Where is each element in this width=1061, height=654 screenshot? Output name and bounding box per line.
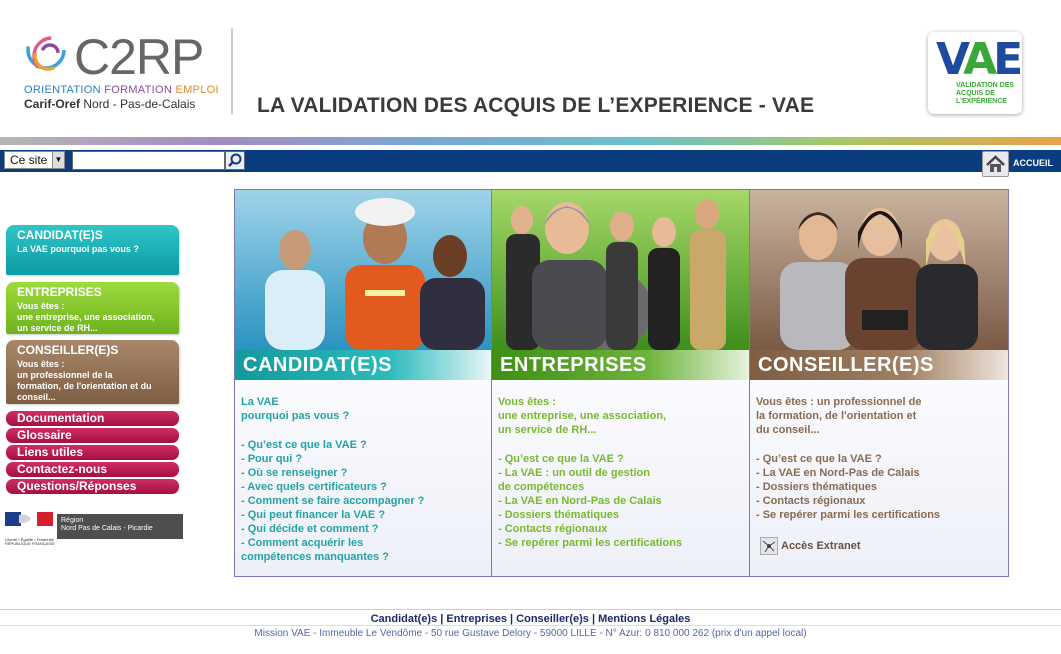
conseillers-link[interactable]: - Se repérer parmi les certifications xyxy=(756,509,941,521)
entreprises-links xyxy=(498,452,682,550)
entreprises-link[interactable]: - Dossiers thématiques xyxy=(498,509,620,521)
extranet-label: Accès Extranet xyxy=(781,539,861,552)
search-icon xyxy=(226,152,244,169)
candidats-photo-image xyxy=(235,190,491,350)
footer-separator: | xyxy=(506,613,517,625)
footer-link-mentions[interactable]: Mentions Légales xyxy=(598,613,691,625)
conseillers-links xyxy=(756,452,940,522)
candidats-link[interactable]: - Comment acquérir les xyxy=(241,537,364,549)
vae-logo-e: E xyxy=(993,34,1020,85)
conseillers-intro[interactable]: Vous êtes : un professionnel de la formation, de l'orientation et du conseil... xyxy=(756,396,922,436)
footer-divider-2 xyxy=(0,625,1061,626)
region-motto: Liberté • Égalité • Fraternité xyxy=(5,537,54,542)
entreprises-photo[interactable] xyxy=(492,190,749,350)
audience-panels xyxy=(234,189,1009,577)
candidats-link[interactable]: - Avec quels certificateurs ? xyxy=(241,481,387,493)
marianne-flag-icon xyxy=(3,511,55,533)
region-logo[interactable] xyxy=(3,511,183,546)
footer-divider xyxy=(0,609,1061,610)
vae-logo-v: V xyxy=(936,34,964,85)
footer-link-candidats[interactable]: Candidat(e)s xyxy=(370,613,438,625)
sidebar-link-documentation[interactable]: Documentation xyxy=(6,411,179,426)
logo-sub-bold: Carif-Oref xyxy=(24,97,81,111)
home-icon xyxy=(983,152,1008,176)
sidebar-candidats[interactable] xyxy=(6,225,179,275)
sidebar-link-glossaire[interactable]: Glossaire xyxy=(6,428,179,443)
header-divider xyxy=(231,28,233,114)
footer-link-conseillers[interactable]: Conseiller(e)s xyxy=(516,613,589,625)
candidats-banner[interactable]: CANDIDAT(E)S xyxy=(235,350,491,380)
entreprises-intro[interactable]: Vous êtes : une entreprise, une association, un service de RH... xyxy=(498,396,667,436)
region-republique: RÉPUBLIQUE FRANÇAISE xyxy=(5,541,55,546)
conseillers-photo[interactable] xyxy=(750,190,1008,350)
footer-link-entreprises[interactable]: Entreprises xyxy=(446,613,507,625)
candidats-link[interactable]: - Qu’est ce que la VAE ? xyxy=(241,439,367,451)
candidats-link[interactable]: - Qui décide et comment ? xyxy=(241,523,379,535)
vae-logo[interactable] xyxy=(928,32,1022,114)
vae-logo-letters xyxy=(936,34,1019,85)
c2rp-logo[interactable] xyxy=(22,26,219,116)
sidebar-entreprises[interactable] xyxy=(6,282,179,334)
footer-links xyxy=(0,613,1061,625)
candidats-link[interactable]: - Où se renseigner ? xyxy=(241,467,348,479)
entreprises-link[interactable]: - Se repérer parmi les certifications xyxy=(498,537,683,549)
entreprises-link[interactable]: de compétences xyxy=(498,481,585,493)
entreprises-link[interactable]: - La VAE en Nord-Pas de Calais xyxy=(498,495,662,507)
entreprises-link[interactable]: - La VAE : un outil de gestion xyxy=(498,467,650,479)
c2rp-rings-icon xyxy=(22,26,80,82)
candidats-link[interactable]: - Pour qui ? xyxy=(241,453,303,465)
search-scope-value: Ce site xyxy=(10,153,48,167)
sidebar-candidats-text: La VAE pourquoi pas vous ? xyxy=(17,244,139,254)
candidats-link[interactable]: compétences manquantes ? xyxy=(241,551,389,563)
vae-logo-subtitle: VALIDATION DES ACQUIS DE L'EXPÉRIENCE xyxy=(956,82,1015,105)
panel-candidats xyxy=(235,190,492,576)
search-scope-select[interactable] xyxy=(4,151,65,169)
search-input[interactable] xyxy=(72,151,225,170)
logo-wordmark: C2RP xyxy=(74,29,204,85)
candidats-link[interactable]: - Comment se faire accompagner ? xyxy=(241,495,425,507)
logo-tag-formation: FORMATION xyxy=(104,84,173,96)
logo-tag-orientation: ORIENTATION xyxy=(24,84,101,96)
entreprises-banner[interactable]: ENTREPRISES xyxy=(492,350,749,380)
network-icon xyxy=(760,537,778,555)
conseillers-banner[interactable]: CONSEILLER(E)S xyxy=(750,350,1008,380)
page-title: LA VALIDATION DES ACQUIS DE L’EXPERIENCE - VAE xyxy=(257,94,815,117)
logo-sub-rest: Nord - Pas-de-Calais xyxy=(80,97,196,111)
logo-subtitle xyxy=(24,97,195,111)
candidats-photo[interactable] xyxy=(235,190,491,350)
conseillers-photo-image xyxy=(750,190,1008,350)
chevron-down-icon: ▼ xyxy=(52,152,64,168)
conseillers-link[interactable]: - Contacts régionaux xyxy=(756,495,866,507)
extranet-link[interactable] xyxy=(760,537,861,555)
candidats-link[interactable]: - Qui peut financer la VAE ? xyxy=(241,509,386,521)
footer-separator: | xyxy=(588,613,599,625)
sidebar-conseillers-title: CONSEILLER(E)S xyxy=(17,343,119,357)
candidats-links xyxy=(241,438,424,564)
sidebar-conseillers[interactable] xyxy=(6,340,179,404)
vae-logo-a: A xyxy=(963,34,994,85)
candidats-intro[interactable]: La VAE pourquoi pas vous ? xyxy=(241,396,350,422)
republique-francaise-logo xyxy=(3,511,55,546)
sidebar-entreprises-title: ENTREPRISES xyxy=(17,285,102,299)
logo-tag-emploi: EMPLOI xyxy=(175,84,219,96)
panel-entreprises xyxy=(492,190,750,576)
footer-separator: | xyxy=(437,613,447,625)
entreprises-link[interactable]: - Qu’est ce que la VAE ? xyxy=(498,453,624,465)
conseillers-link[interactable]: - Qu’est ce que la VAE ? xyxy=(756,453,882,465)
entreprises-link[interactable]: - Contacts régionaux xyxy=(498,523,608,535)
conseillers-link[interactable]: - Dossiers thématiques xyxy=(756,481,878,493)
search-button[interactable] xyxy=(225,151,245,170)
sidebar-conseillers-text: Vous êtes : un professionnel de la formation, de l'orientation et du conseil... xyxy=(17,359,152,402)
panel-conseillers xyxy=(750,190,1008,576)
footer-address: Mission VAE - Immeuble Le Vendôme - 50 rue Gustave Delory - 59000 LILLE - N° Azur: 0 810 000 262 (prix d'un appel local) xyxy=(254,628,807,639)
sidebar-entreprises-text: Vous êtes : une entreprise, une association, un service de RH... xyxy=(17,301,155,333)
sidebar-link-liens-utiles[interactable]: Liens utiles xyxy=(6,445,179,460)
logo-tagline xyxy=(24,84,219,96)
region-label: Région Nord Pas de Calais - Picardie xyxy=(57,514,183,539)
home-button[interactable] xyxy=(982,151,1009,177)
color-stripe xyxy=(0,137,1061,145)
conseillers-link[interactable]: - La VAE en Nord-Pas de Calais xyxy=(756,467,920,479)
home-label[interactable]: ACCUEIL xyxy=(1013,158,1053,168)
entreprises-photo-image xyxy=(492,190,749,350)
sidebar-candidats-title: CANDIDAT(E)S xyxy=(17,228,103,242)
sidebar-link-questions-reponses[interactable]: Questions/Réponses xyxy=(6,479,179,494)
sidebar-link-contactez-nous[interactable]: Contactez-nous xyxy=(6,462,179,477)
